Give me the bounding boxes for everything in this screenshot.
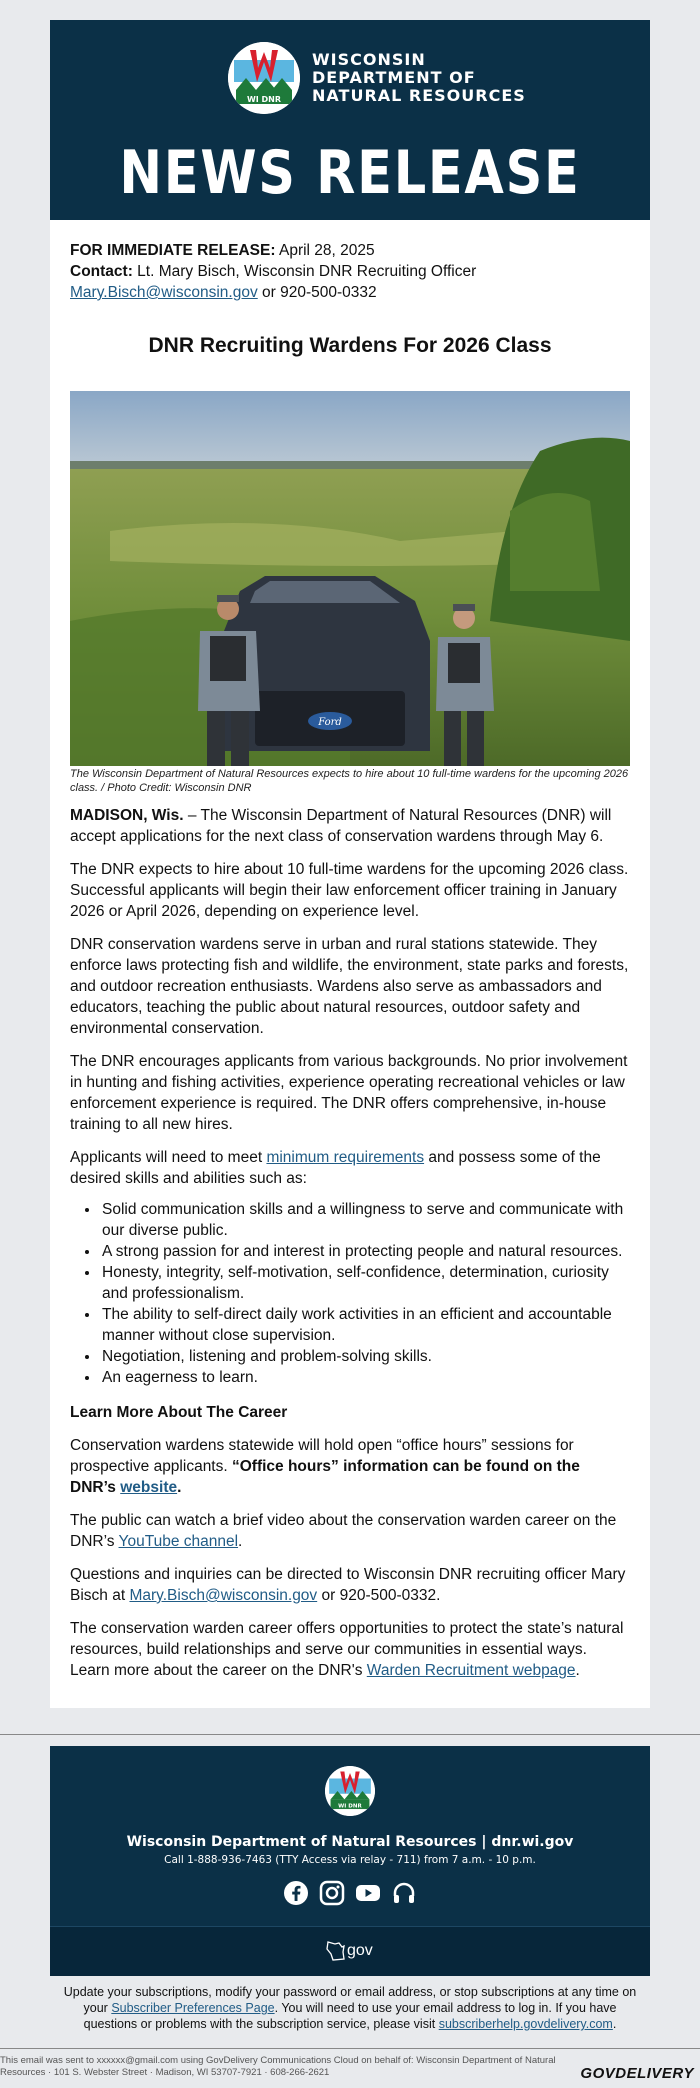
facebook-icon[interactable]: [283, 1880, 309, 1906]
photo-caption: The Wisconsin Department of Natural Resources expects to hire about 10 full-time wardens for the upcoming 2026 class. / Photo Credit: Wisconsin DNR: [70, 768, 629, 794]
list-item: • An eagerness to learn.: [100, 1367, 630, 1388]
warden-recruitment-link[interactable]: Warden Recruitment webpage: [366, 1662, 576, 1679]
website-link[interactable]: website: [120, 1479, 178, 1496]
org-line-3: NATURAL RESOURCES: [312, 86, 526, 105]
footer-logo-badge-text: WI DNR: [338, 1803, 362, 1810]
gov-label: gov: [347, 1942, 373, 1959]
logo-badge-text: WI DNR: [246, 95, 282, 104]
list-item: • Solid communication skills and a willingness to serve and communicate with our diverse public.: [100, 1199, 630, 1241]
news-header: [50, 20, 650, 220]
paragraph-6: Conservation wardens statewide will hold open “office hours” sessions for prospective applicants. “Office hours” information can be found on the DNR’s website.: [70, 1437, 580, 1496]
footer: [50, 1746, 650, 1976]
list-item: • Negotiation, listening and problem-solving skills.: [100, 1346, 630, 1367]
list-item: • Honesty, integrity, self-motivation, self-confidence, determination, curiosity and professionalism.: [100, 1262, 630, 1304]
paragraph-2: The DNR expects to hire about 10 full-time wardens for the upcoming 2026 class. Successful applicants will begin their law enforcement officer training in January 2026 or April 2026, depending on experience level.: [70, 861, 629, 920]
podcast-headphones-icon[interactable]: [391, 1880, 417, 1906]
contact-name: Lt. Mary Bisch, Wisconsin DNR Recruiting Officer: [137, 263, 477, 280]
dateline: MADISON, Wis.: [70, 807, 184, 824]
subscriber-preferences-link[interactable]: Subscriber Preferences Page: [111, 2001, 275, 2015]
footer-call: Call 1-888-936-7463 (TTY Access via relay - 711) from 7 a.m. - 10 p.m.: [164, 1854, 536, 1866]
minimum-requirements-link[interactable]: minimum requirements: [266, 1149, 425, 1166]
truck-badge-text: Ford: [318, 717, 342, 728]
org-line-2: DEPARTMENT OF: [312, 68, 476, 87]
govdelivery-bar: [0, 2048, 700, 2088]
paragraph-9: The conservation warden career offers opportunities to protect the state’s natural resources, build relationships and serve our communities in essential ways. Learn more about the career on the DNR's Warden Recruitment webpage.: [70, 1620, 624, 1679]
skills-list: [100, 1199, 630, 1388]
subscription-note: Update your subscriptions, modify your password or email address, or stop subscriptions at any time on your Subscriber Preferences Page. You will need to use your email address to log in. If you have questions or problems with the subscription service, please visit subscriberhelp.govdelivery.com.: [63, 1985, 637, 2031]
subscriber-help-link[interactable]: subscriberhelp.govdelivery.com: [438, 2017, 613, 2031]
footer-dnr-logo-icon: [325, 1766, 375, 1816]
youtube-channel-link[interactable]: YouTube channel: [118, 1533, 239, 1550]
sent-to-text: This email was sent to xxxxxx@gmail.com using GovDelivery Communications Cloud on behalf of: Wisconsin Department of Natural Resources · 101 S. Webster Street · Madison, WI 53707-7921 · 608-266-2621: [0, 2055, 556, 2078]
contact-label: Contact:: [70, 263, 133, 280]
social-icons: [50, 1880, 650, 1906]
article-body: [50, 220, 650, 1708]
paragraph-3: DNR conservation wardens serve in urban and rural stations statewide. They enforce laws protecting fish and wildlife, the environment, state parks and forests, and outdoor recreation enthusiasts. Wardens also serve as ambassadors and educators, teaching the public about natural resources, outdoor safety and environmental conservation.: [70, 936, 629, 1037]
release-label: FOR IMMEDIATE RELEASE:: [70, 242, 276, 259]
footer-gov-bar: [50, 1926, 650, 1976]
paragraph-8: Questions and inquiries can be directed to Wisconsin DNR recruiting officer Mary Bisch at Mary.Bisch@wisconsin.gov or 920-500-0332.: [70, 1566, 626, 1604]
footer-title: Wisconsin Department of Natural Resources | dnr.wi.gov: [126, 1834, 574, 1850]
contact-email-link[interactable]: Mary.Bisch@wisconsin.gov: [70, 284, 258, 301]
paragraph-5: Applicants will need to meet minimum requirements and possess some of the desired skills and abilities such as:: [70, 1149, 601, 1187]
instagram-icon[interactable]: [319, 1880, 345, 1906]
wisconsin-state-icon: [325, 1939, 347, 1963]
org-line-1: WISCONSIN: [312, 50, 426, 69]
release-meta: [70, 240, 630, 303]
learn-more-heading: Learn More About The Career: [70, 1404, 288, 1421]
dnr-logo-icon: [228, 42, 300, 114]
youtube-icon[interactable]: [355, 1880, 381, 1906]
paragraph-1: MADISON, Wis. – The Wisconsin Department of Natural Resources (DNR) will accept applications for the next class of conservation wardens through May 6.: [70, 807, 612, 845]
recruiter-email-link[interactable]: Mary.Bisch@wisconsin.gov: [129, 1587, 318, 1604]
news-release-title: NEWS RELEASE: [119, 138, 581, 208]
paragraph-4: The DNR encourages applicants from various backgrounds. No prior involvement in hunting and fishing activities, experience operating recreational vehicles or law enforcement experience is required. The DNR offers comprehensive, in-house training to all new hires.: [70, 1053, 628, 1133]
paragraph-7: The public can watch a brief video about the conservation warden career on the DNR’s YouTube channel.: [70, 1512, 617, 1550]
contact-phone: or 920-500-0332: [257, 284, 377, 301]
list-item: • A strong passion for and interest in protecting people and natural resources.: [100, 1241, 630, 1262]
article-headline: DNR Recruiting Wardens For 2026 Class: [148, 334, 552, 357]
govdelivery-logo[interactable]: GOVDELIVERY: [580, 2065, 694, 2082]
list-item: • The ability to self-direct daily work activities in an efficient and accountable manner without close supervision.: [100, 1304, 630, 1346]
footer-divider: [0, 1734, 700, 1735]
wisconsin-gov-mark[interactable]: [325, 1939, 373, 1963]
wdnr-logo: [228, 42, 526, 114]
wardens-photo: [70, 391, 630, 766]
release-date: April 28, 2025: [278, 242, 375, 259]
